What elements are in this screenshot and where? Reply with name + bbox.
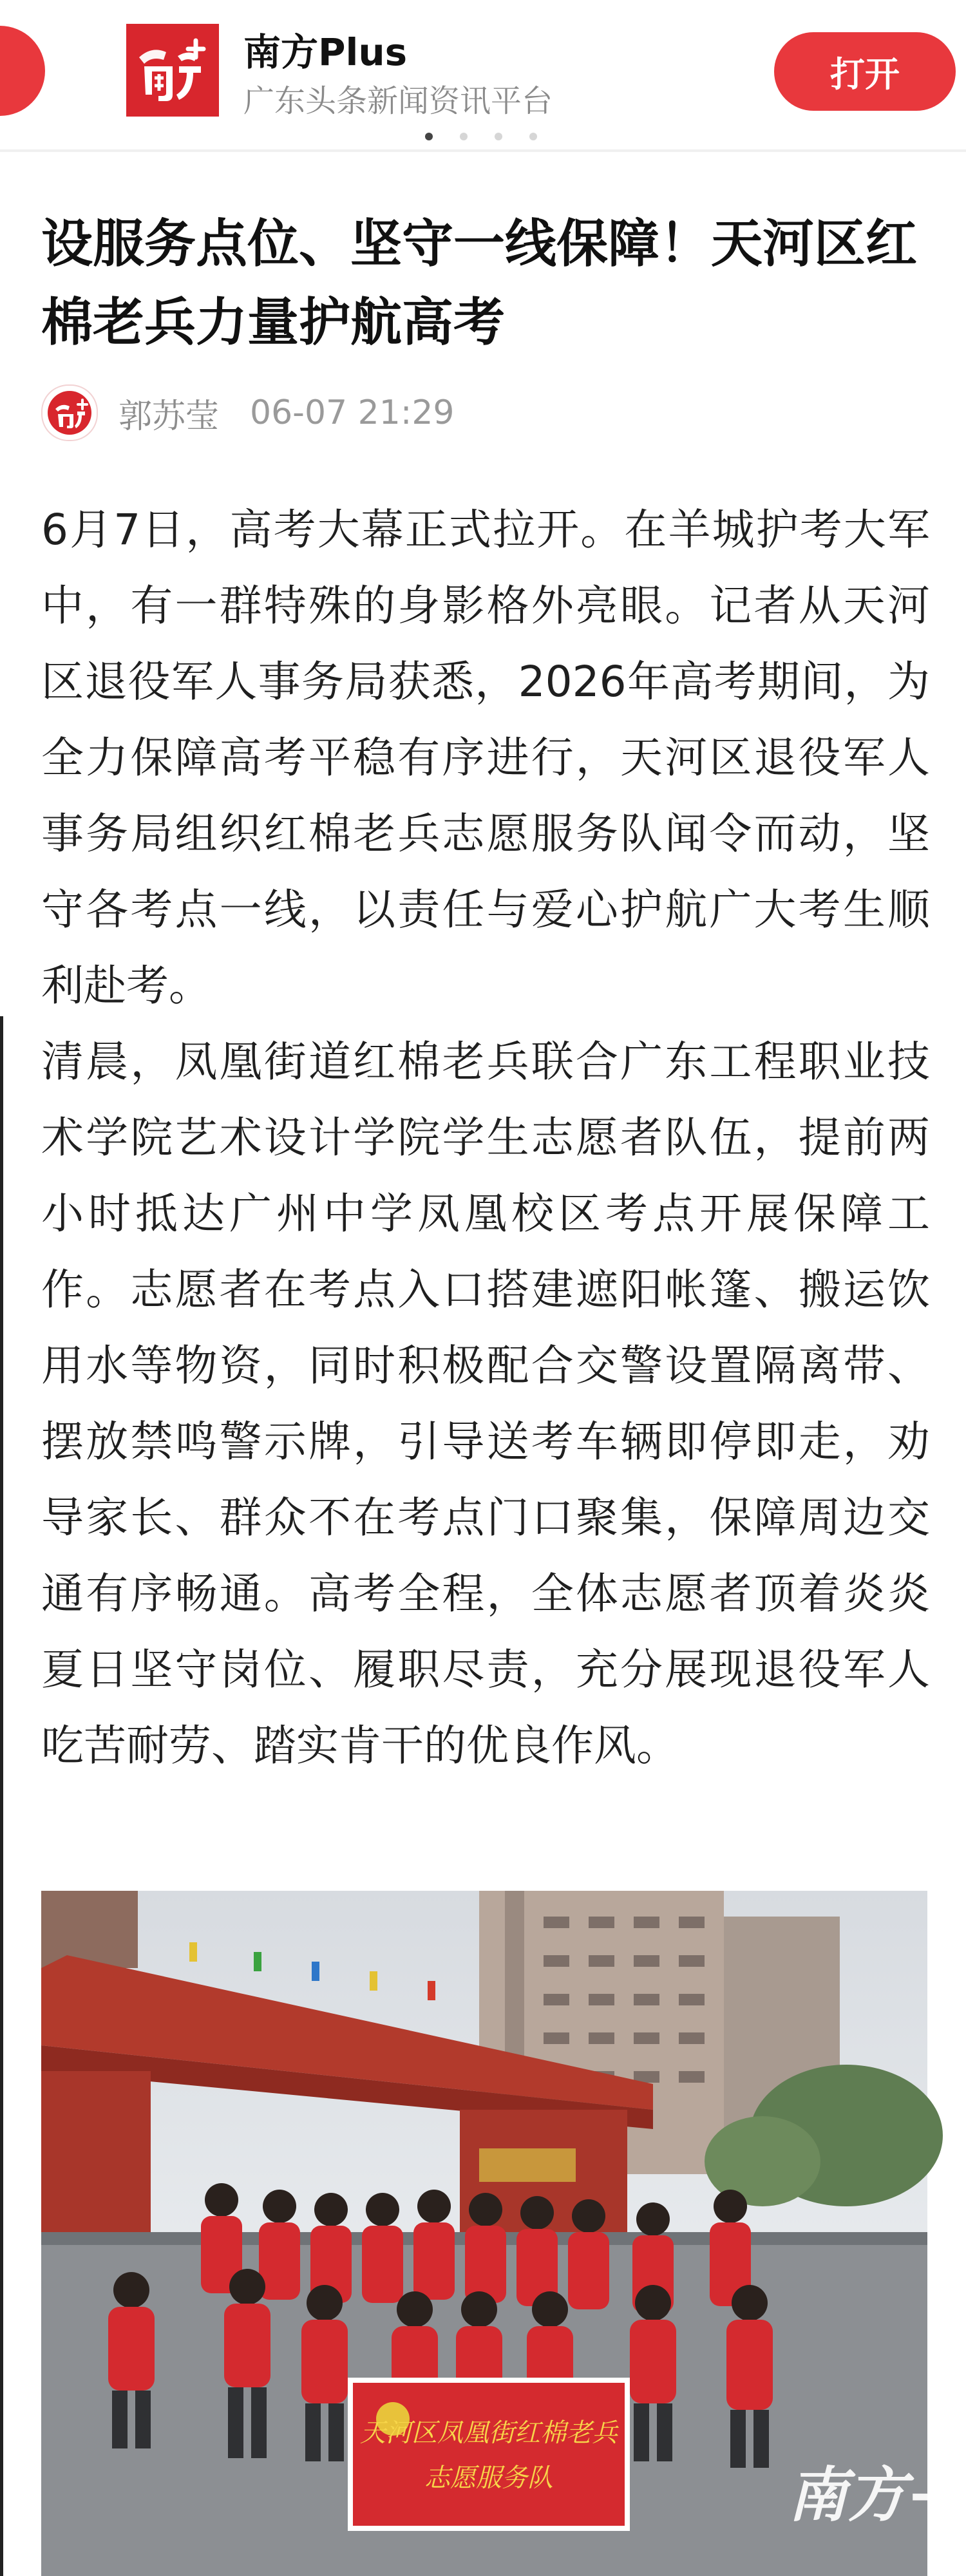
open-app-button[interactable]: 打开 bbox=[774, 32, 956, 111]
publish-time: 06-07 21:29 bbox=[250, 393, 455, 432]
article-paragraph-2: 清晨，凤凰街道红棉老兵联合广东工程职业技术学院艺术设计学院学生志愿者队伍，提前两小时抵达广州中学凤凰校区考点开展保障工作。志愿者在考点入口搭建遮阳帐篷、搬运饮用水等物资，同时积极配合交警设置隔离带、摆放禁鸣警示牌，引导送考车辆即停即走，劝导家长、群众不在考点门口聚集，保障周边交通有序畅通。高考全程，全体志愿者顶着炎炎夏日坚守岗位、履职尽责，充分展现退役军人吃苦耐劳、踏实肯干的优良作风。 bbox=[41, 1037, 930, 1770]
article-paragraph-1: 6月7日，高考大幕正式拉开。在羊城护考大军中，有一群特殊的身影格外亮眼。记者从天河区退役军人事务局获悉，2026年高考期间，为全力保障高考平稳有序进行，天河区退役军人事务局组织红棉老兵志愿服务队闻令而动，坚守各考点一线，以责任与爱心护航广大考生顺利赴考。 bbox=[41, 505, 930, 1010]
carousel-dots bbox=[425, 133, 537, 140]
banner-prev-pill[interactable] bbox=[0, 26, 45, 116]
banner-divider bbox=[0, 149, 966, 152]
app-name: 南方Plus bbox=[243, 30, 408, 74]
app-tagline: 广东头条新闻资讯平台 bbox=[243, 83, 553, 119]
photo-banner-text-1: 天河区凤凰街红棉老兵 bbox=[360, 2418, 618, 2448]
nanfang-plus-logo-icon bbox=[126, 24, 219, 117]
article-meta bbox=[41, 384, 455, 442]
author-avatar-icon[interactable] bbox=[41, 384, 98, 441]
carousel-dot bbox=[529, 133, 537, 140]
photo-watermark: 南方+ bbox=[788, 2460, 956, 2530]
carousel-dot bbox=[460, 133, 468, 140]
article-title: 设服务点位、坚守一线保障！天河区红棉老兵力量护航高考 bbox=[41, 214, 917, 352]
article-photo[interactable] bbox=[41, 1891, 956, 2576]
carousel-dot bbox=[495, 133, 502, 140]
photo-banner-text-2: 志愿服务队 bbox=[424, 2463, 553, 2493]
author-name[interactable]: 郭苏莹 bbox=[118, 397, 220, 436]
left-edge-rule bbox=[0, 1016, 3, 2576]
app-banner bbox=[0, 0, 966, 147]
carousel-dot-active bbox=[425, 133, 433, 140]
